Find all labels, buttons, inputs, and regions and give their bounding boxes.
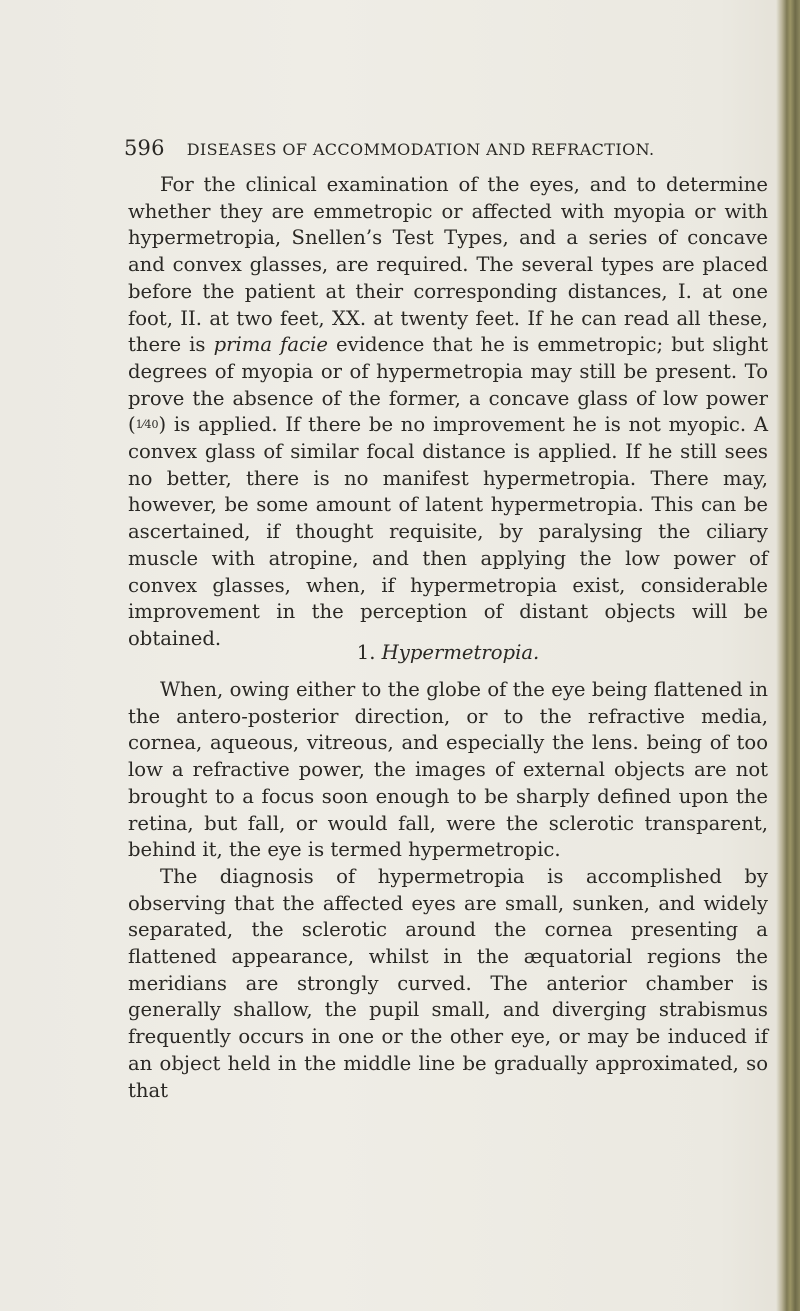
paragraph-2: When, owing either to the globe of the eye being flattened in the antero-posterior direction, or to the refractive media, cornea, aqueous, vitreous, and especially the lens. being of too low a refractive power, the images of external objects are not brought to a focus soon enough to be sharply defined upon the retina, but fall, or would fall, were the sclerotic transparent, behind it, the eye is termed hypermetropic.	[128, 678, 768, 862]
page-number: 596	[124, 136, 165, 160]
running-title: DISEASES OF ACCOMMODATION AND REFRACTION.	[186, 140, 655, 159]
section-number: 1.	[356, 641, 376, 664]
p1-text-b: evidence that he is emmetropic; but slight degrees of myopia or of hypermetropia may still be present. To prove the absence of the former, a concave glass of low power (	[128, 333, 769, 437]
page-edge	[776, 0, 800, 1311]
p1-text-c: ) is applied. If there be no improvement he is not myopic. A convex glass of similar focal distance is applied. If he still sees no better, there is no manifest hypermetropia. There may, however, be some amount of latent hypermetropia. This can be ascertained, if thought requisite, by paralysing the ciliary muscle with atropine, and then applying the low power of convex glasses, when, if hypermetropia exist, considerable improvement in the perception of distant objects will be obtained.	[128, 413, 768, 650]
fraction-power: 1⁄40	[135, 418, 159, 432]
running-head	[124, 136, 764, 160]
p1-text-a: For the clinical examination of the eyes, and to determine whether they are emmetropic or affected with myopia or with hypermetropia, Snellen’s Test Types, and a series of concave and convex glasses, are required. The several types are placed before the patient at their corresponding distances, I. at one foot, II. at two feet, XX. at twenty feet. If he can read all these, there is	[128, 173, 768, 357]
section-body	[128, 677, 768, 1104]
section-heading	[128, 641, 768, 664]
paragraph-3: The diagnosis of hypermetropia is accomplished by observing that the affected eyes are small, sunken, and widely separated, the sclerotic around the cornea presenting a flattened appearance, whilst in the æquatorial regions the meridians are strongly curved. The anterior chamber is generally shallow, the pupil small, and diverging strabismus frequently occurs in one or the other eye, or may be induced if an object held in the middle line be gradually approximated, so that	[128, 864, 768, 1102]
prima-facie-phrase: prima facie	[213, 333, 328, 357]
paragraph-1	[128, 172, 768, 653]
section-title: Hypermetropia.	[381, 641, 540, 664]
paragraph-clinical-examination	[128, 172, 768, 653]
